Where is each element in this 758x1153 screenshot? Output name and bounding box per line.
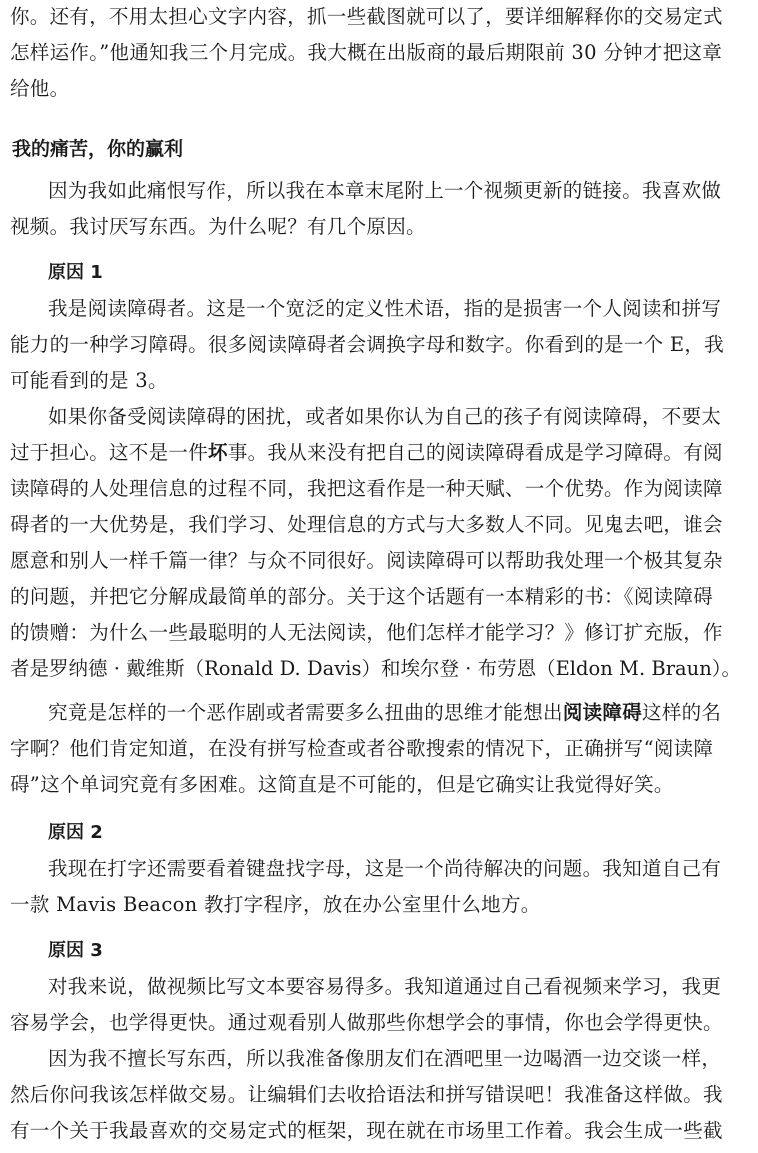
- text-line: 给他。: [10, 77, 70, 100]
- text-line: 字啊？他们肯定知道，在没有拼写检查或者谷歌搜索的情况下，正确拼写“阅读障: [10, 737, 714, 760]
- text-line: 一款 Mavis Beacon 教打字程序，放在办公室里什么地方。: [10, 893, 541, 916]
- text-line: 碍者的一大优势是，我们学习、处理信息的方式与大多数人不同。见鬼去吧，谁会: [10, 513, 723, 536]
- text-run: 事。我从来没有把自己的阅读障碍看成是学习障碍。有阅: [227, 441, 723, 464]
- text-line: 的问题，并把它分解成最简单的部分。关于这个话题有一本精彩的书：《阅读障碍: [10, 585, 714, 608]
- text-line: 愿意和别人一样千篇一律？与众不同很好。阅读障碍可以帮助我处理一个极其复杂: [10, 549, 723, 572]
- text-line: 者是罗纳德 · 戴维斯（Ronald D. Davis）和埃尔登 · 布劳恩（Eldon M. Braun）。: [10, 657, 742, 680]
- text-line: 碍”这个单词究竟有多困难。这简直是不可能的，但是它确实让我觉得好笑。: [10, 773, 674, 796]
- text-line: 视频。我讨厌写东西。为什么呢？有几个原因。: [10, 215, 426, 238]
- text-run: 这样的名: [642, 701, 722, 724]
- text-line: 对我来说，做视频比写文本要容易得多。我知道通过自己看视频来学习，我更: [48, 975, 722, 998]
- text-line: [10, 438, 723, 468]
- section-heading: 我的痛苦，你的赢利: [12, 138, 184, 160]
- text-line: 的馈赠：为什么一些最聪明的人无法阅读，他们怎样才能学习？》修订扩充版，作: [10, 621, 723, 644]
- text-line: 你。还有，不用太担心文字内容，抓一些截图就可以了，要详细解释你的交易定式: [10, 5, 723, 28]
- reason-1-heading: 原因 1: [48, 262, 103, 283]
- text-line: 如果你备受阅读障碍的困扰，或者如果你认为自己的孩子有阅读障碍，不要太: [48, 405, 722, 428]
- text-line: 可能看到的是 3。: [10, 369, 168, 392]
- reason-2-heading: 原因 2: [48, 822, 103, 843]
- reason-3-heading: 原因 3: [48, 940, 103, 961]
- bold-word: 阅读障碍: [562, 701, 643, 724]
- text-line: 因为我如此痛恨写作，所以我在本章末尾附上一个视频更新的链接。我喜欢做: [48, 179, 722, 202]
- text-line: 然后你问我该怎样做交易。让编辑们去收拾语法和拼写错误吧！我准备这样做。我: [10, 1083, 723, 1106]
- text-line: 我现在打字还需要看着键盘找字母，这是一个尚待解决的问题。我知道自己有: [48, 857, 722, 880]
- text-line: 怎样运作。”他通知我三个月完成。我大概在出版商的最后期限前 30 分钟才把这章: [10, 41, 723, 64]
- text-line: 我是阅读障碍者。这是一个宽泛的定义性术语，指的是损害一个人阅读和拼写: [48, 297, 722, 320]
- text-run: 过于担心。这不是一件: [10, 441, 209, 464]
- text-line: 能力的一种学习障碍。很多阅读障碍者会调换字母和数字。你看到的是一个 E，我: [10, 333, 725, 356]
- text-line: 容易学会，也学得更快。通过观看别人做那些你想学会的事情，你也会学得更快。: [10, 1011, 723, 1034]
- text-run: 究竟是怎样的一个恶作剧或者需要多么扭曲的思维才能想出: [48, 701, 563, 724]
- text-line: [48, 698, 721, 728]
- text-line: 读障碍的人处理信息的过程不同，我把这看作是一种天赋、一个优势。作为阅读障: [10, 477, 723, 500]
- bold-word: 坏: [208, 441, 228, 464]
- text-line: 因为我不擅长写东西，所以我准备像朋友们在酒吧里一边喝酒一边交谈一样，: [48, 1047, 722, 1070]
- text-line: 有一个关于我最喜欢的交易定式的框架，现在就在市场里工作着。我会生成一些截: [10, 1119, 723, 1142]
